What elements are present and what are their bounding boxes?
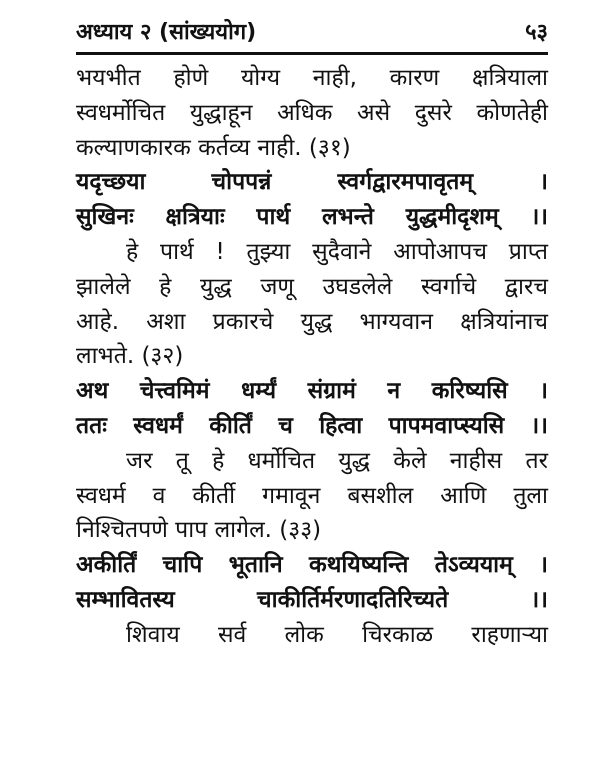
prose-line: झालेले हे युद्ध जणू उघडलेले स्वर्गाचे द्वारच [76, 273, 548, 300]
prose-line: भयभीत होणे योग्य नाही, कारण क्षत्रियाला [76, 65, 548, 91]
verse-line: अथ चेत्त्वमिमं धर्म्यं संग्रामं न करिष्यसि । [76, 378, 548, 405]
verse-line: सम्भावितस्य चाकीर्तिर्मरणादतिरिच्यते ।। [76, 586, 548, 613]
prose-line: जर तू हे धर्मोचित युद्ध केले नाहीस तर [126, 447, 548, 474]
page-body [76, 61, 548, 653]
prose-line: हे पार्थ ! तुझ्या सुदैवाने आपोआपच प्राप्त [126, 238, 548, 265]
verse-line: सुखिनः क्षत्रियाः पार्थ लभन्ते युद्धमीदृशम् ।। [76, 204, 548, 231]
prose-line: कल्याणकारक कर्तव्य नाही. (३१) [76, 134, 351, 161]
prose-line: निश्चितपणे पाप लागेल. (३३) [76, 517, 322, 544]
verse-line: अकीर्तिं चापि भूतानि कथयिष्यन्ति तेऽव्ययाम् । [76, 552, 548, 579]
prose-line: स्वधर्म व कीर्ती गमावून बसशील आणि तुला [76, 482, 548, 509]
page-header [76, 18, 548, 50]
prose-line: शिवाय सर्व लोक चिरकाळ राहणाऱ्या [126, 621, 548, 648]
page-number: ५३ [525, 20, 548, 45]
chapter-title: अध्याय २ (सांख्ययोग) [76, 20, 257, 45]
prose-line: स्वधर्मोचित युद्धाहून अधिक असे दुसरे कोणतेही [76, 99, 548, 126]
verse-line: यदृच्छया चोपपन्नं स्वर्गद्वारमपावृतम् । [76, 169, 548, 196]
header-rule [76, 52, 548, 55]
verse-line: ततः स्वधर्मं कीर्तिं च हित्वा पापमवाप्स्यसि ।। [76, 412, 548, 439]
book-page [76, 18, 548, 653]
prose-line: आहे. अशा प्रकारचे युद्ध भाग्यवान क्षत्रियांनाच [76, 308, 548, 335]
prose-line: लाभते. (३२) [76, 343, 184, 370]
